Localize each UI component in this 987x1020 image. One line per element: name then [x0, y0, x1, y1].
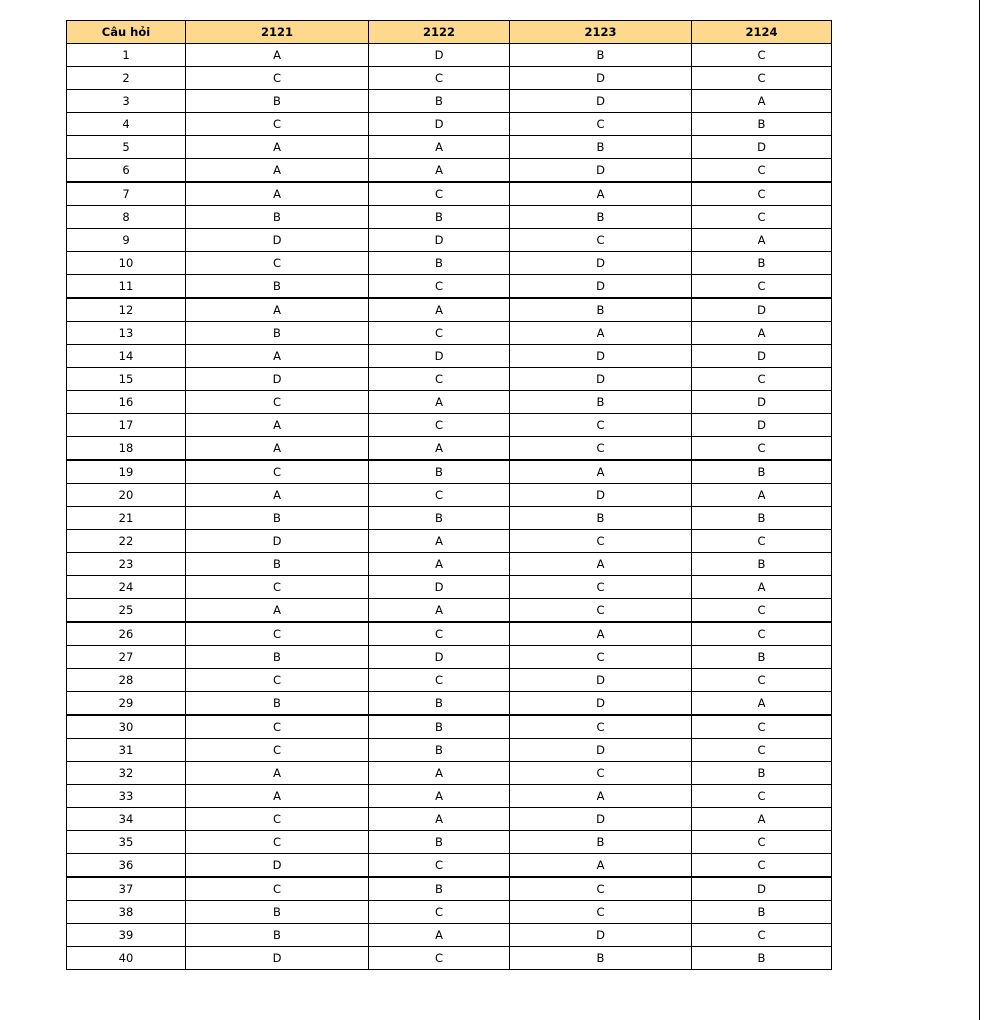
answer-cell: A — [692, 322, 832, 345]
answer-cell: D — [510, 159, 692, 183]
answer-cell: A — [186, 44, 369, 67]
answer-cell: D — [510, 669, 692, 692]
table-row — [67, 507, 832, 530]
answer-cell: C — [186, 252, 369, 275]
table-row — [67, 298, 832, 322]
answer-cell: D — [510, 692, 692, 716]
table-row — [67, 206, 832, 229]
answer-cell: C — [692, 854, 832, 878]
question-number-cell: 37 — [67, 877, 186, 901]
answer-cell: C — [510, 113, 692, 136]
question-number-cell: 11 — [67, 275, 186, 299]
answer-cell: B — [692, 252, 832, 275]
answer-cell: B — [186, 646, 369, 669]
answer-cell: C — [369, 854, 510, 878]
answer-cell: C — [369, 622, 510, 646]
table-row — [67, 762, 832, 785]
answer-cell: D — [510, 739, 692, 762]
answer-cell: B — [510, 831, 692, 854]
answer-cell: D — [510, 67, 692, 90]
answer-cell: C — [692, 831, 832, 854]
question-number-cell: 3 — [67, 90, 186, 113]
answer-cell: A — [369, 553, 510, 576]
answer-cell: B — [692, 113, 832, 136]
header-code-2122: 2122 — [369, 21, 510, 44]
answer-cell: C — [692, 182, 832, 206]
table-row — [67, 599, 832, 623]
answer-cell: B — [510, 298, 692, 322]
question-number-cell: 8 — [67, 206, 186, 229]
answer-cell: B — [186, 553, 369, 576]
question-number-cell: 32 — [67, 762, 186, 785]
table-row — [67, 808, 832, 831]
answer-cell: A — [186, 437, 369, 461]
answer-cell: B — [369, 715, 510, 739]
answer-cell: C — [510, 414, 692, 437]
table-row — [67, 831, 832, 854]
header-code-2124: 2124 — [692, 21, 832, 44]
answer-cell: C — [186, 739, 369, 762]
question-number-cell: 16 — [67, 391, 186, 414]
answer-cell: C — [186, 831, 369, 854]
answer-cell: B — [369, 252, 510, 275]
answer-cell: B — [692, 646, 832, 669]
question-number-cell: 18 — [67, 437, 186, 461]
answer-cell: A — [369, 159, 510, 183]
table-row — [67, 646, 832, 669]
answer-cell: B — [510, 947, 692, 970]
answer-cell: A — [369, 298, 510, 322]
table-row — [67, 391, 832, 414]
table-row — [67, 322, 832, 345]
answer-cell: D — [692, 345, 832, 368]
answer-cell: D — [692, 298, 832, 322]
table-row — [67, 947, 832, 970]
answer-cell: C — [692, 368, 832, 391]
answer-cell: B — [186, 206, 369, 229]
answer-cell: D — [510, 345, 692, 368]
answer-cell: A — [510, 785, 692, 808]
answer-cell: B — [186, 924, 369, 947]
answer-cell: D — [369, 113, 510, 136]
answer-cell: C — [692, 67, 832, 90]
table-row — [67, 460, 832, 484]
answer-cell: B — [369, 206, 510, 229]
answer-rows — [67, 44, 832, 970]
question-number-cell: 22 — [67, 530, 186, 553]
answer-cell: C — [692, 530, 832, 553]
question-number-cell: 15 — [67, 368, 186, 391]
question-number-cell: 40 — [67, 947, 186, 970]
answer-cell: C — [510, 229, 692, 252]
answer-cell: C — [186, 808, 369, 831]
answer-cell: B — [369, 460, 510, 484]
answer-cell: B — [692, 947, 832, 970]
answer-cell: D — [369, 646, 510, 669]
answer-cell: A — [186, 414, 369, 437]
question-number-cell: 4 — [67, 113, 186, 136]
answer-cell: A — [510, 322, 692, 345]
answer-cell: B — [510, 206, 692, 229]
answer-cell: A — [369, 599, 510, 623]
answer-cell: A — [369, 391, 510, 414]
table-row — [67, 669, 832, 692]
answer-cell: B — [369, 90, 510, 113]
answer-cell: D — [510, 924, 692, 947]
question-number-cell: 25 — [67, 599, 186, 623]
table-row — [67, 44, 832, 67]
answer-cell: A — [369, 762, 510, 785]
answer-cell: C — [692, 785, 832, 808]
answer-cell: B — [510, 136, 692, 159]
answer-cell: C — [692, 924, 832, 947]
question-number-cell: 39 — [67, 924, 186, 947]
answer-cell: D — [186, 368, 369, 391]
header-code-2121: 2121 — [186, 21, 369, 44]
answer-cell: C — [186, 622, 369, 646]
answer-cell: A — [369, 530, 510, 553]
table-row — [67, 159, 832, 183]
answer-cell: D — [186, 530, 369, 553]
table-row — [67, 275, 832, 299]
answer-cell: D — [692, 391, 832, 414]
answer-cell: C — [369, 67, 510, 90]
answer-cell: B — [510, 507, 692, 530]
answer-cell: C — [510, 715, 692, 739]
question-number-cell: 27 — [67, 646, 186, 669]
answer-cell: D — [186, 947, 369, 970]
answer-cell: C — [369, 322, 510, 345]
question-number-cell: 5 — [67, 136, 186, 159]
answer-cell: A — [510, 553, 692, 576]
header-code-2123: 2123 — [510, 21, 692, 44]
question-number-cell: 19 — [67, 460, 186, 484]
table-row — [67, 530, 832, 553]
table-row — [67, 182, 832, 206]
question-number-cell: 26 — [67, 622, 186, 646]
question-number-cell: 34 — [67, 808, 186, 831]
answer-cell: A — [692, 808, 832, 831]
answer-cell: C — [369, 414, 510, 437]
answer-cell: C — [510, 437, 692, 461]
page-edge-rule — [979, 0, 980, 1020]
question-number-cell: 28 — [67, 669, 186, 692]
answer-cell: C — [692, 669, 832, 692]
header-row — [67, 21, 832, 44]
table-row — [67, 622, 832, 646]
answer-cell: D — [510, 90, 692, 113]
question-number-cell: 17 — [67, 414, 186, 437]
table-row — [67, 692, 832, 716]
answer-cell: B — [186, 901, 369, 924]
question-number-cell: 10 — [67, 252, 186, 275]
answer-cell: D — [510, 368, 692, 391]
answer-key-table — [66, 20, 832, 970]
answer-cell: A — [369, 924, 510, 947]
answer-cell: C — [186, 391, 369, 414]
answer-cell: A — [369, 785, 510, 808]
answer-cell: A — [186, 785, 369, 808]
answer-cell: B — [369, 692, 510, 716]
answer-cell: C — [369, 947, 510, 970]
answer-cell: C — [369, 484, 510, 507]
answer-cell: D — [510, 275, 692, 299]
answer-cell: A — [692, 90, 832, 113]
answer-cell: B — [186, 90, 369, 113]
answer-cell: A — [369, 437, 510, 461]
table-row — [67, 901, 832, 924]
question-number-cell: 29 — [67, 692, 186, 716]
table-row — [67, 113, 832, 136]
question-number-cell: 38 — [67, 901, 186, 924]
question-number-cell: 30 — [67, 715, 186, 739]
table-row — [67, 252, 832, 275]
question-number-cell: 31 — [67, 739, 186, 762]
answer-cell: C — [692, 437, 832, 461]
answer-cell: B — [369, 877, 510, 901]
answer-cell: C — [369, 368, 510, 391]
answer-cell: C — [369, 182, 510, 206]
question-number-cell: 14 — [67, 345, 186, 368]
answer-cell: A — [369, 136, 510, 159]
answer-cell: B — [369, 507, 510, 530]
answer-cell: A — [186, 484, 369, 507]
answer-cell: D — [186, 229, 369, 252]
question-number-cell: 36 — [67, 854, 186, 878]
answer-cell: B — [692, 762, 832, 785]
answer-cell: C — [692, 715, 832, 739]
question-number-cell: 12 — [67, 298, 186, 322]
answer-cell: A — [510, 182, 692, 206]
answer-cell: D — [369, 576, 510, 599]
answer-cell: D — [369, 44, 510, 67]
answer-cell: A — [692, 576, 832, 599]
answer-cell: C — [186, 576, 369, 599]
answer-cell: B — [510, 391, 692, 414]
answer-cell: B — [186, 692, 369, 716]
table-row — [67, 67, 832, 90]
question-number-cell: 6 — [67, 159, 186, 183]
answer-cell: A — [510, 460, 692, 484]
answer-cell: C — [692, 44, 832, 67]
answer-cell: C — [692, 599, 832, 623]
table-row — [67, 136, 832, 159]
question-number-cell: 2 — [67, 67, 186, 90]
question-number-cell: 20 — [67, 484, 186, 507]
answer-cell: A — [186, 298, 369, 322]
answer-cell: C — [369, 669, 510, 692]
answer-cell: C — [510, 762, 692, 785]
answer-cell: C — [510, 530, 692, 553]
answer-cell: C — [186, 113, 369, 136]
answer-cell: B — [186, 322, 369, 345]
answer-cell: C — [186, 715, 369, 739]
answer-cell: B — [186, 507, 369, 530]
question-number-cell: 35 — [67, 831, 186, 854]
table-row — [67, 90, 832, 113]
answer-cell: D — [692, 877, 832, 901]
table-row — [67, 229, 832, 252]
answer-cell: B — [369, 739, 510, 762]
answer-cell: D — [510, 484, 692, 507]
answer-cell: B — [692, 553, 832, 576]
answer-cell: C — [510, 646, 692, 669]
table-row — [67, 345, 832, 368]
answer-cell: D — [692, 136, 832, 159]
answer-cell: D — [186, 854, 369, 878]
answer-cell: A — [692, 484, 832, 507]
answer-cell: B — [692, 507, 832, 530]
answer-cell: C — [692, 622, 832, 646]
question-number-cell: 7 — [67, 182, 186, 206]
answer-cell: C — [692, 275, 832, 299]
question-number-cell: 13 — [67, 322, 186, 345]
answer-cell: A — [186, 182, 369, 206]
answer-cell: A — [186, 345, 369, 368]
answer-cell: A — [186, 599, 369, 623]
answer-cell: B — [692, 901, 832, 924]
table-row — [67, 414, 832, 437]
answer-cell: C — [369, 901, 510, 924]
answer-cell: B — [692, 460, 832, 484]
answer-cell: A — [510, 622, 692, 646]
answer-cell: C — [186, 877, 369, 901]
answer-cell: C — [186, 669, 369, 692]
answer-cell: B — [186, 275, 369, 299]
header-question: Câu hỏi — [67, 21, 186, 44]
answer-cell: C — [510, 901, 692, 924]
answer-cell: D — [692, 414, 832, 437]
table-row — [67, 739, 832, 762]
table-row — [67, 484, 832, 507]
table-row — [67, 785, 832, 808]
table-row — [67, 877, 832, 901]
answer-cell: B — [369, 831, 510, 854]
answer-cell: D — [510, 808, 692, 831]
answer-cell: D — [369, 345, 510, 368]
answer-cell: C — [692, 159, 832, 183]
answer-cell: C — [510, 599, 692, 623]
question-number-cell: 33 — [67, 785, 186, 808]
answer-cell: A — [692, 692, 832, 716]
table-row — [67, 715, 832, 739]
table-row — [67, 437, 832, 461]
answer-cell: C — [510, 877, 692, 901]
question-number-cell: 21 — [67, 507, 186, 530]
answer-cell: C — [186, 67, 369, 90]
answer-cell: C — [692, 739, 832, 762]
question-number-cell: 1 — [67, 44, 186, 67]
answer-cell: A — [510, 854, 692, 878]
answer-cell: D — [369, 229, 510, 252]
question-number-cell: 24 — [67, 576, 186, 599]
answer-cell: A — [692, 229, 832, 252]
table-row — [67, 368, 832, 391]
table-row — [67, 553, 832, 576]
question-number-cell: 9 — [67, 229, 186, 252]
table-row — [67, 576, 832, 599]
table-row — [67, 854, 832, 878]
answer-cell: C — [510, 576, 692, 599]
answer-cell: B — [510, 44, 692, 67]
answer-cell: D — [510, 252, 692, 275]
answer-cell: A — [186, 159, 369, 183]
table-row — [67, 924, 832, 947]
answer-cell: A — [186, 136, 369, 159]
answer-cell: A — [186, 762, 369, 785]
question-number-cell: 23 — [67, 553, 186, 576]
answer-cell: C — [369, 275, 510, 299]
answer-cell: C — [186, 460, 369, 484]
answer-cell: A — [369, 808, 510, 831]
answer-cell: C — [692, 206, 832, 229]
